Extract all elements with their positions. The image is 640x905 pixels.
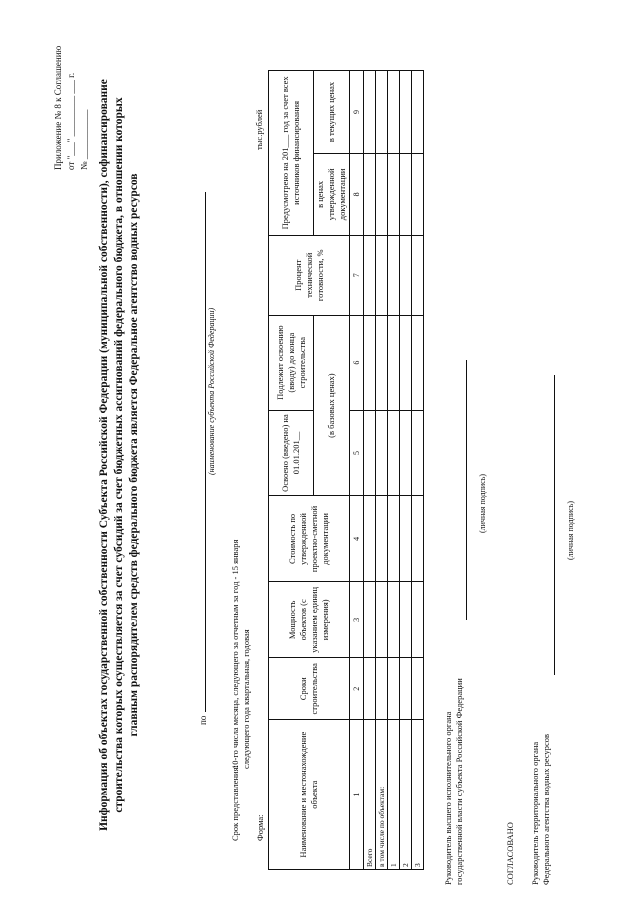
- document-title: Информация об объектах государственной собственности Субъекта Российской Федерации (муниципальной собственности), софинансирование строительства которых осуществляется за счет субсидий за счет бюджетных ассигнований федерального бюджета, в отношении которых главным распорядителем средств федерального бюджета является Федеральное агентство водных ресурсов: [98, 79, 140, 831]
- row-label-2: 2: [400, 720, 412, 870]
- row-label-total: Всего: [364, 720, 376, 870]
- units-label: тыс.рублей: [254, 109, 264, 150]
- header-capacity: Мощность объектов (с указанием единиц измерения): [269, 582, 350, 658]
- appendix-note: [52, 0, 91, 170]
- table-header-row: [269, 71, 314, 870]
- signature-block-agency: [530, 734, 552, 885]
- row-label-3: 3: [412, 720, 424, 870]
- column-numbers-row: [350, 71, 364, 870]
- objects-table: [268, 70, 424, 870]
- table-row: [388, 71, 400, 870]
- subject-fill-line: [196, 192, 206, 712]
- deadline-text: 10-го числа месяца, следующего за отчетным за год - 15 января следующего года квартальная, годовая: [230, 539, 251, 769]
- row-label-including: в том числе по объектам:: [376, 720, 388, 870]
- column-number: 7: [350, 235, 364, 315]
- appendix-line-3: № ___________: [79, 109, 89, 170]
- header-planned: Предусмотрено на 201___ год за счет всех источников финансирования: [269, 71, 314, 236]
- column-number: 4: [350, 496, 364, 582]
- column-number: 1: [350, 720, 364, 870]
- appendix-line-1: Приложение № 8 к Соглашению: [53, 45, 63, 170]
- header-readiness: Процент технической готовности, %: [269, 235, 350, 315]
- row-label-1: 1: [388, 720, 400, 870]
- po-label: по: [198, 715, 208, 725]
- signature2-line2: Федерального агентства водных ресурсов: [541, 733, 551, 885]
- header-to-master: Подлежит освоению (вводу) до конца строительства: [269, 315, 314, 410]
- table-row: [364, 71, 376, 870]
- appendix-line-2: от "___" _________ ___ г.: [66, 72, 76, 170]
- deadline-label: Срок представления:: [230, 765, 240, 841]
- header-name: Наименование и местонахождение объекта: [269, 720, 350, 870]
- column-number: 6: [350, 315, 364, 410]
- agreed-label: СОГЛАСОВАНО: [505, 822, 515, 885]
- header-terms: Сроки строительства: [269, 658, 350, 720]
- table-row: [412, 71, 424, 870]
- column-number: 5: [350, 410, 364, 496]
- signature1-line: [466, 360, 467, 620]
- signature2-line1: Руководитель территориального органа: [530, 741, 540, 885]
- header-base-prices: (в базовых ценах): [314, 315, 350, 496]
- header-approved-prices: в ценах утвержденной документации: [314, 153, 350, 235]
- signature2-line: [554, 375, 555, 675]
- form-label: Форма:: [255, 814, 265, 841]
- signature-block-head: [443, 678, 465, 885]
- header-cost: Стоимость по утвержденной проектно-сметной документации: [269, 496, 350, 582]
- subject-caption: (наименование субъекта Российской Федерации): [207, 307, 216, 475]
- header-current-prices: в текущих ценах: [314, 71, 350, 154]
- column-number: 8: [350, 153, 364, 235]
- column-number: 2: [350, 658, 364, 720]
- table-row: [376, 71, 388, 870]
- signature1-caption: (личная подпись): [478, 473, 487, 533]
- signature1-line2: государственной власти субъекта Российской Федерации: [454, 678, 464, 885]
- signature1-line1: Руководитель высшего исполнительного органа: [443, 711, 453, 885]
- table-row: [400, 71, 412, 870]
- signature2-caption: (личная подпись): [566, 500, 575, 560]
- column-number: 9: [350, 71, 364, 154]
- column-number: 3: [350, 582, 364, 658]
- header-mastered: Освоено (введено) на 01.01.201__: [269, 410, 314, 496]
